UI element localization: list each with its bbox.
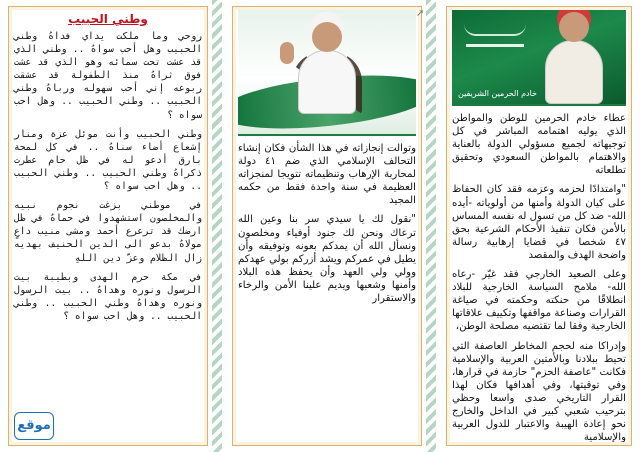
foreign-policy-paragraph: وعلى الصعيد الخارجي فقد غيّر -رعاه الله- ملامح السياسة الخارجية للبلاد انطلاقًا من حنكته وحكمته في صياغة القرارات وصناعة مواقفها وتكييف علاقاتها الخارجية وفقا لما تقتضيه مصلحة الوطن، <box>452 269 626 333</box>
flag-shahada-decor <box>464 24 526 36</box>
king-portrait-photo <box>238 10 416 136</box>
photo-caption: خادم الحرمين الشريفين <box>458 89 537 98</box>
decisive-storm-paragraph: وإدراكا منه لحجم المخاطر العاصفة التي تحيط ببلادنا وبالأمتين العربية والإسلامية فكانت "عاصفة الحزم" حازمة في قرارها، وفي توقيتها، وفي أهدافها فكان لهذا القرار التاريخي صدى واسعا وحظي بترحيب شعبي كبير في الداخل والخارج نحو إعادة الهيبة والاعتبار للدول العربية والإسلامية <box>452 340 626 444</box>
king-with-flag-photo <box>452 10 626 106</box>
left-decor-stripe <box>212 0 222 452</box>
poem-stanza-4: في مكة حرم الهدى وبطيبة بيت الرسول ونوره وهداهُ .. بيت الرسول ونوره وهداهُ وطني الحبيب .. وطني الحبيب .. وهل احب سواه ؟ <box>14 271 202 322</box>
poem-column <box>8 6 208 446</box>
poem-stanza-1: روحي وما ملكت يداي فداهُ وطني الحبيب وهل أحب سواهُ .. وطني الذي قد عشت تحت سمائه وهو الذي قد عشت فوق ثراهُ منذ الطفولة قد عشقت ربوعه إني أحب سهوله ورباهُ وطني الحبيب .. وطني الحبيب .. وهل احب سواه ؟ <box>14 31 202 121</box>
cursor-arrow-icon: ➚ <box>416 8 425 19</box>
poem-stanza-3: في موطني بزغت نجوم نبيه والمخلصون استشهدوا في حماهُ في ظل ارضك قد ترعرع أحمد ومشى منيب داعٍ مولاهُ بدعو الى الدين الحنيف بهديه زال الظلام وعزّ دين اللهِ <box>14 200 202 264</box>
pledge-paragraph: "نقول لك يا سيدي سر بنا وعين الله ترعاك ونحن لك جنود أوفياء ومخلصون ونسأل الله أن يمدكم بعونه وتوفيقه وأن يطيل في عمركم ويشد أزركم بولي عهدكم وولي ولي العهد وأن يحفظ هذه البلاد وأمنها وشعبها ويديم علينا الأمن والرخاء والاستقرار <box>238 214 416 305</box>
site-watermark-logo: موقع <box>14 412 54 440</box>
flag-sword-decor <box>466 44 524 47</box>
king-achievements-column <box>446 6 632 446</box>
care-paragraph: عطاء خادم الحرمين للوطن والمواطن الذي يوليه اهتمامه المباشر في كل توجيهاته لجميع مسؤولي الدولة بالعناية والاهتمام بالمواطن السعودي وتحقيق تطلعاته <box>452 113 626 177</box>
security-paragraph: "وامتدادًا لحزمه وعزمه فقد كان الحفاظ على كيان الدولة وأمنها من أولوياته -أيده الله- ضد كل من تسول له نفسه المساس بالأمن فكان تنفيذ الأحكام الشرعية بحق ٤٧ شخصا في قضايا إرهابية رسالة واضحة الهدف والمقصد <box>452 184 626 261</box>
waving-hand <box>280 42 294 64</box>
poem-stanza-2: وطني الحبيب وأنت موئل عزة ومنار إشعاع أضاء سناهُ .. في كل لمحة بارق أدعو له في ظل حام عطرت ذكراهُ وطني الحبيب .. وطني الحبيب .. وهل احب سواه ؟ <box>14 128 202 193</box>
king-figure <box>539 10 609 104</box>
achievements-paragraph: وتوالت إنجازاته في هذا الشأن فكان إنشاء التحالف الإسلامي الذي ضم ٤١ دولة لمحاربة الإرهاب وتنظيماته تتويجا لمنجزاته العظيمة في سنة واحدة فقط من حكمه المجيد <box>238 143 416 207</box>
achievements-column <box>232 6 422 446</box>
king-figure <box>292 18 362 114</box>
poem-title: وطني الحبيب <box>68 12 148 26</box>
middle-decor-stripe <box>426 0 436 452</box>
